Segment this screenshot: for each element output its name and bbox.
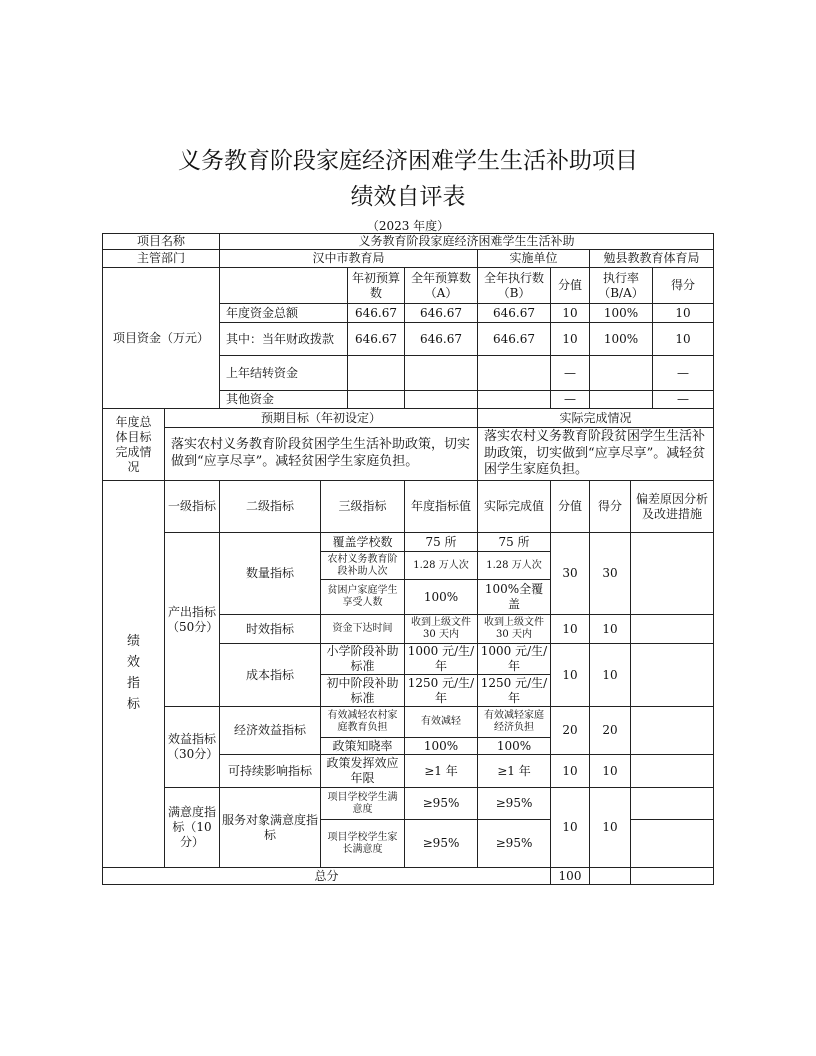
indicator-name-cell: 小学阶段补助标准	[320, 643, 405, 675]
funds-init-cell: 646.67	[347, 303, 405, 323]
funds-init-cell	[347, 390, 405, 409]
funds-budget-cell: 646.67	[404, 303, 478, 323]
funds-header: 得分	[652, 267, 714, 304]
dept-value: 汉中市教育局	[219, 249, 478, 268]
indicator-name-cell: 资金下达时间	[320, 614, 405, 644]
goals-label: 年度总体目标完成情况	[102, 408, 165, 481]
score-cell: 10	[589, 643, 631, 707]
deviation-cell	[630, 754, 714, 788]
level1-benefit: 效益指标（30分）	[164, 706, 220, 788]
funds-score-cell: —	[652, 390, 714, 409]
deviation-cell	[630, 614, 714, 644]
funds-weight-cell: 10	[550, 303, 590, 323]
indicator-name-cell: 农村义务教育阶段补助人次	[320, 551, 405, 580]
year-label: （2023 年度）	[366, 219, 450, 233]
funds-name-cell: 其中：当年财政拨款	[219, 322, 348, 356]
score-cell: 20	[589, 706, 631, 755]
total-blank	[589, 867, 631, 885]
goals-expected: 落实农村义务教育阶段贫困学生生活补助政策，切实做到“应享尽享”。减轻贫困学生家庭负担。	[164, 427, 478, 481]
funds-label: 项目资金（万元）	[102, 267, 220, 409]
indicators-label-text: 绩效指标	[126, 634, 140, 712]
funds-init-cell: 646.67	[347, 322, 405, 356]
funds-score-cell: 10	[652, 303, 714, 323]
ind-header: 二级指标	[219, 480, 321, 533]
level2-sustainable: 可持续影响指标	[219, 754, 321, 788]
funds-budget-cell	[404, 355, 478, 391]
indicator-actual-cell: 1000 元/生/年	[477, 643, 551, 675]
level2-economic: 经济效益指标	[219, 706, 321, 755]
ind-header: 三级指标	[320, 480, 405, 533]
ind-header: 年度指标值	[404, 480, 478, 533]
funds-score-cell: —	[652, 355, 714, 391]
ind-header: 实际完成值	[477, 480, 551, 533]
project-name-label: 项目名称	[102, 233, 220, 250]
weight-cell: 10	[550, 643, 590, 707]
indicator-name-cell: 初中阶段补助标准	[320, 674, 405, 707]
dept-label: 主管部门	[102, 249, 220, 268]
ind-header: 一级指标	[164, 480, 220, 533]
total-value: 100	[550, 867, 590, 885]
indicator-name-cell: 贫困户家庭学生享受人数	[320, 579, 405, 615]
weight-cell: 10	[550, 754, 590, 788]
level2-cost: 成本指标	[219, 643, 321, 707]
weight-cell: 10	[550, 614, 590, 644]
impl-value: 勉县教教育体育局	[589, 249, 714, 268]
indicator-name-cell: 项目学校学生满意度	[320, 787, 405, 820]
funds-rate-cell	[589, 355, 653, 391]
score-cell: 10	[589, 754, 631, 788]
funds-budget-cell: 646.67	[404, 322, 478, 356]
funds-rate-cell: 100%	[589, 322, 653, 356]
goals-actual: 落实农村义务教育阶段贫困学生生活补助政策，切实做到“应享尽享”。减轻贫困学生家庭负担。	[477, 427, 714, 481]
indicator-target-cell: ≥95%	[404, 819, 478, 868]
ind-header: 得分	[589, 480, 631, 533]
indicator-target-cell: 1.28 万人次	[404, 551, 478, 580]
funds-header: 全年执行数（B）	[477, 267, 551, 304]
funds-exec-cell	[477, 390, 551, 409]
funds-score-cell: 10	[652, 322, 714, 356]
indicator-target-cell: 有效减轻	[404, 706, 478, 738]
weight-cell: 10	[550, 787, 590, 868]
level1-output: 产出指标（50分）	[164, 532, 220, 707]
funds-exec-cell	[477, 355, 551, 391]
deviation-cell	[630, 532, 714, 615]
score-cell: 30	[589, 532, 631, 615]
indicator-name-cell: 项目学校学生家长满意度	[320, 819, 405, 868]
score-cell: 10	[589, 614, 631, 644]
indicator-target-cell: 收到上级文件 30 天内	[404, 614, 478, 644]
funds-header: 分值	[550, 267, 590, 304]
deviation-cell	[630, 643, 714, 707]
goals-actual-header: 实际完成情况	[477, 408, 714, 428]
indicator-actual-cell: 收到上级文件 30 天内	[477, 614, 551, 644]
indicator-name-cell: 政策发挥效应年限	[320, 754, 405, 788]
goals-expected-header: 预期目标（年初设定）	[164, 408, 478, 428]
indicator-name-cell: 政策知晓率	[320, 737, 405, 755]
indicator-target-cell: 75 所	[404, 532, 478, 552]
indicator-actual-cell: 1250 元/生/年	[477, 674, 551, 707]
indicator-actual-cell: 75 所	[477, 532, 551, 552]
score-cell: 10	[589, 787, 631, 868]
indicator-actual-cell: 有效减轻家庭经济负担	[477, 706, 551, 738]
level2-satisfaction: 服务对象满意度指标	[219, 787, 321, 868]
funds-rate-cell: 100%	[589, 303, 653, 323]
funds-name-cell: 上年结转资金	[219, 355, 348, 391]
indicator-actual-cell: 1.28 万人次	[477, 551, 551, 580]
funds-exec-cell: 646.67	[477, 322, 551, 356]
indicator-target-cell: 100%	[404, 579, 478, 615]
funds-header: 全年预算数（A）	[404, 267, 478, 304]
document-subtitle: 绩效自评表	[350, 184, 466, 210]
ind-header: 偏差原因分析及改进措施	[630, 480, 714, 533]
funds-header: 年初预算数	[347, 267, 405, 304]
indicators-label	[102, 480, 165, 868]
indicator-actual-cell: ≥1 年	[477, 754, 551, 788]
level2-quantity: 数量指标	[219, 532, 321, 615]
indicator-actual-cell: ≥95%	[477, 787, 551, 820]
indicator-actual-cell: ≥95%	[477, 819, 551, 868]
funds-header: 执行率（B/A）	[589, 267, 653, 304]
deviation-cell	[630, 787, 714, 820]
indicator-target-cell: 100%	[404, 737, 478, 755]
indicator-name-cell: 有效减轻农村家庭教育负担	[320, 706, 405, 738]
project-name: 义务教育阶段家庭经济困难学生生活补助	[219, 233, 714, 250]
weight-cell: 20	[550, 706, 590, 755]
impl-label: 实施单位	[477, 249, 590, 268]
indicator-actual-cell: 100%全覆盖	[477, 579, 551, 615]
funds-weight-cell: —	[550, 355, 590, 391]
deviation-cell	[630, 706, 714, 755]
ind-header: 分值	[550, 480, 590, 533]
indicator-target-cell: 1250 元/生/年	[404, 674, 478, 707]
indicator-target-cell: ≥1 年	[404, 754, 478, 788]
indicator-name-cell: 覆盖学校数	[320, 532, 405, 552]
deviation-cell	[630, 819, 714, 868]
funds-name-cell: 其他资金	[219, 390, 348, 409]
funds-weight-cell: —	[550, 390, 590, 409]
total-blank	[630, 867, 714, 885]
funds-exec-cell: 646.67	[477, 303, 551, 323]
funds-name-cell: 年度资金总额	[219, 303, 348, 323]
funds-init-cell	[347, 355, 405, 391]
document-title: 义务教育阶段家庭经济困难学生生活补助项目	[178, 148, 638, 174]
funds-budget-cell	[404, 390, 478, 409]
total-label: 总分	[102, 867, 551, 885]
indicator-target-cell: ≥95%	[404, 787, 478, 820]
weight-cell: 30	[550, 532, 590, 615]
level2-timeliness: 时效指标	[219, 614, 321, 644]
funds-rate-cell	[589, 390, 653, 409]
funds-weight-cell: 10	[550, 322, 590, 356]
level1-satisfaction: 满意度指标（10分）	[164, 787, 220, 868]
indicator-actual-cell: 100%	[477, 737, 551, 755]
indicator-target-cell: 1000 元/生/年	[404, 643, 478, 675]
funds-corner	[219, 267, 348, 304]
